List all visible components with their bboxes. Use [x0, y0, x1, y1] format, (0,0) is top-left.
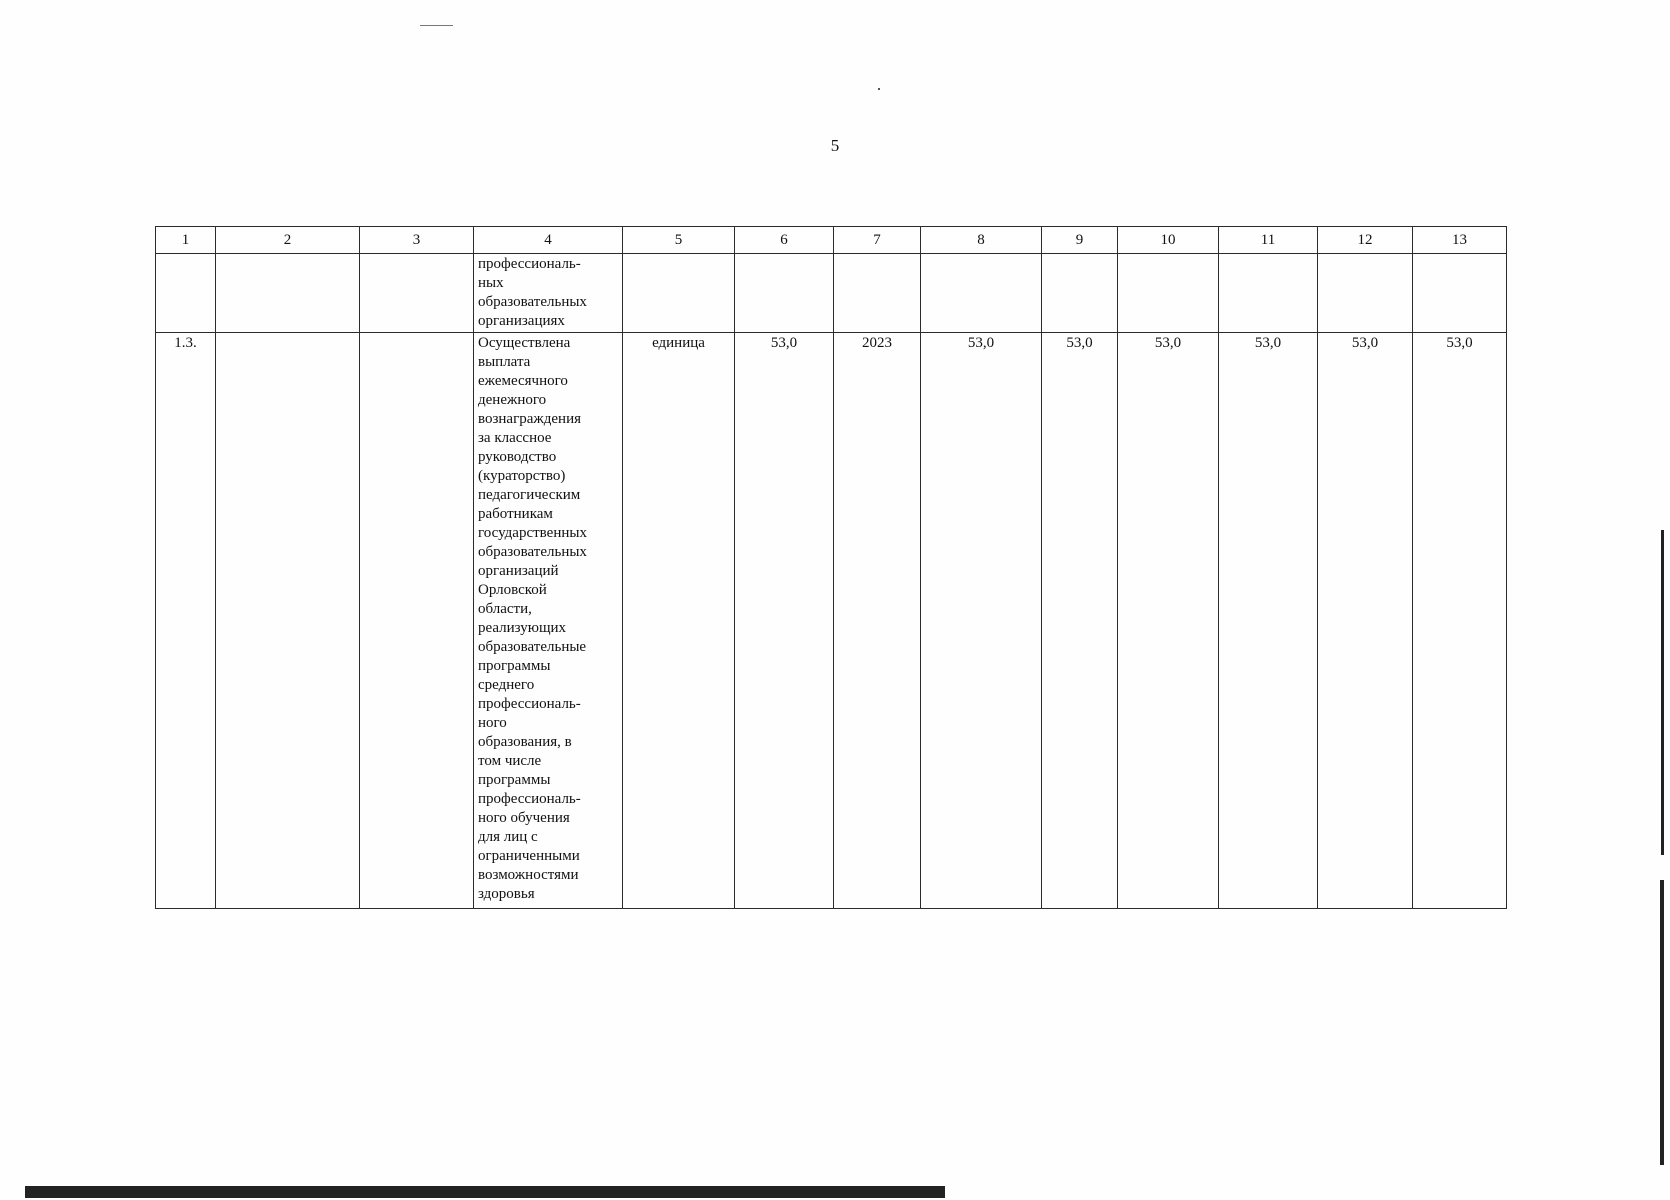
header-cell: 3 — [360, 227, 474, 254]
scan-artifact-bottom-edge — [25, 1186, 945, 1198]
table-cell — [1042, 254, 1118, 333]
table-cell — [1413, 254, 1507, 333]
text-line: образования, в — [478, 734, 572, 750]
header-cell: 9 — [1042, 227, 1118, 254]
header-cell: 8 — [921, 227, 1042, 254]
header-cell: 6 — [735, 227, 834, 254]
text-line: Орловской — [478, 582, 547, 598]
text-line: ного обучения — [478, 810, 570, 826]
header-cell: 12 — [1318, 227, 1413, 254]
table-cell — [735, 254, 834, 333]
indicator-description — [474, 333, 623, 909]
text-line: Осуществлена — [478, 335, 571, 351]
text-line: образовательные — [478, 639, 587, 655]
text-line: организациях — [478, 313, 565, 329]
text-line: реализующих — [478, 620, 567, 636]
scan-artifact-right-edge-upper — [1661, 530, 1664, 855]
text-line: денежного — [478, 392, 547, 408]
text-line: профессиональ- — [478, 791, 581, 807]
value-cell: 53,0 — [1219, 333, 1318, 909]
header-cell: 7 — [834, 227, 921, 254]
text-line: работникам — [478, 506, 553, 522]
text-line: образовательных — [478, 294, 587, 310]
value-cell: 53,0 — [1413, 333, 1507, 909]
text-line: педагогическим — [478, 487, 581, 503]
text-line: программы — [478, 658, 551, 674]
header-cell: 2 — [216, 227, 360, 254]
continuation-row — [156, 254, 1507, 333]
continuation-description — [474, 254, 623, 333]
header-cell: 5 — [623, 227, 735, 254]
text-line: вознаграждения — [478, 411, 582, 427]
page-number: 5 — [830, 136, 840, 155]
text-line: (кураторство) — [478, 468, 566, 484]
header-cell: 4 — [474, 227, 623, 254]
text-line: руководство — [478, 449, 557, 465]
year-cell: 2023 — [834, 333, 921, 909]
text-line: ного — [478, 715, 507, 731]
text-line: возможностями — [478, 867, 579, 883]
text-line: области, — [478, 601, 532, 617]
table-cell — [834, 254, 921, 333]
header-cell: 1 — [156, 227, 216, 254]
text-line: за классное — [478, 430, 552, 446]
text-line: для лиц с — [478, 829, 538, 845]
header-cell: 13 — [1413, 227, 1507, 254]
text-line: профессиональ- — [478, 696, 581, 712]
value-cell: 53,0 — [921, 333, 1042, 909]
header-row — [156, 227, 1507, 254]
text-line: организаций — [478, 563, 559, 579]
table-cell — [1318, 254, 1413, 333]
table-cell — [1219, 254, 1318, 333]
text-line: здоровья — [478, 886, 535, 902]
table-cell — [360, 254, 474, 333]
text-line: среднего — [478, 677, 535, 693]
text-line: программы — [478, 772, 551, 788]
value-cell: 53,0 — [1118, 333, 1219, 909]
unit-cell: единица — [623, 333, 735, 909]
text-line: государственных — [478, 525, 587, 541]
scan-artifact-dot — [878, 88, 880, 90]
header-cell: 11 — [1219, 227, 1318, 254]
value-cell: 53,0 — [1318, 333, 1413, 909]
scan-artifact-right-edge-lower — [1660, 880, 1664, 1165]
text-line: ных — [478, 275, 504, 291]
table-cell — [156, 254, 216, 333]
text-line: образовательных — [478, 544, 587, 560]
data-table — [155, 226, 1507, 909]
table-cell — [216, 333, 360, 909]
text-line: ограниченными — [478, 848, 580, 864]
text-line: ежемесячного — [478, 373, 568, 389]
text-line: выплата — [478, 354, 531, 370]
table-cell — [216, 254, 360, 333]
scan-artifact-top — [420, 25, 453, 26]
table-cell — [623, 254, 735, 333]
header-cell: 10 — [1118, 227, 1219, 254]
table-cell — [360, 333, 474, 909]
row-number: 1.3. — [156, 333, 216, 909]
text-line: профессиональ- — [478, 256, 581, 272]
table-row-1-3 — [156, 333, 1507, 909]
text-line: том числе — [478, 753, 542, 769]
value-cell: 53,0 — [735, 333, 834, 909]
value-cell: 53,0 — [1042, 333, 1118, 909]
table-cell — [921, 254, 1042, 333]
table-cell — [1118, 254, 1219, 333]
